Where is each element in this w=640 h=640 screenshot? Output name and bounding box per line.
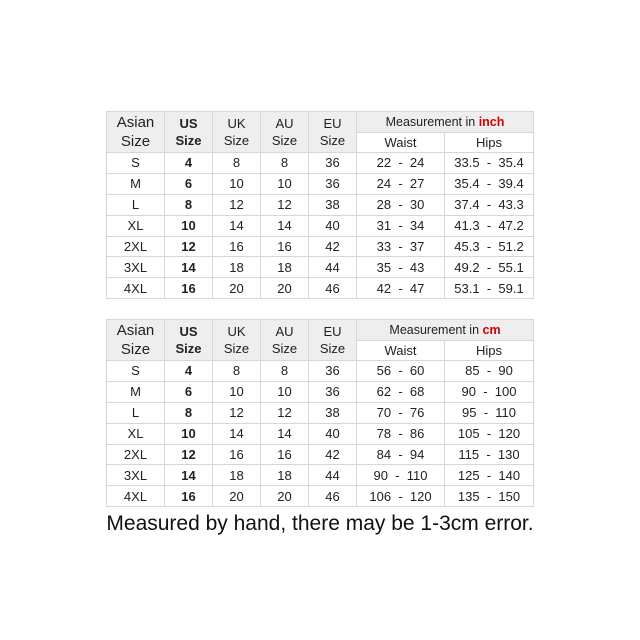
header-waist: Waist: [357, 133, 445, 153]
cell-asian-size: M: [107, 173, 165, 194]
header-hips: Hips: [445, 133, 534, 153]
cell-au-size: 18: [261, 465, 309, 486]
cell-hips: 135 - 150: [445, 486, 534, 507]
cell-us-size: 12: [165, 444, 213, 465]
header-eu-size: EU Size: [309, 320, 357, 361]
cell-us-size: 10: [165, 215, 213, 236]
cell-waist: 70 - 76: [357, 402, 445, 423]
cell-eu-size: 40: [309, 423, 357, 444]
cell-hips: 35.4 - 39.4: [445, 173, 534, 194]
measurement-header: Measurement in inch: [357, 112, 534, 133]
table-row: [107, 402, 534, 423]
cell-asian-size: S: [107, 153, 165, 174]
table-row: [107, 381, 534, 402]
cell-us-size: 8: [165, 402, 213, 423]
cell-asian-size: 4XL: [107, 278, 165, 299]
cell-uk-size: 12: [213, 194, 261, 215]
cell-uk-size: 14: [213, 215, 261, 236]
cell-au-size: 10: [261, 173, 309, 194]
header-us-size: US Size: [165, 112, 213, 153]
cell-uk-size: 12: [213, 402, 261, 423]
table-row: [107, 486, 534, 507]
cell-us-size: 6: [165, 381, 213, 402]
cell-waist: 33 - 37: [357, 236, 445, 257]
cell-uk-size: 16: [213, 236, 261, 257]
cell-au-size: 20: [261, 486, 309, 507]
cell-eu-size: 46: [309, 486, 357, 507]
cell-waist: 62 - 68: [357, 381, 445, 402]
table-row: [107, 236, 534, 257]
cell-eu-size: 44: [309, 465, 357, 486]
cell-waist: 56 - 60: [357, 361, 445, 382]
cell-eu-size: 36: [309, 173, 357, 194]
cell-uk-size: 20: [213, 278, 261, 299]
cell-asian-size: M: [107, 381, 165, 402]
cell-uk-size: 18: [213, 465, 261, 486]
cell-au-size: 18: [261, 257, 309, 278]
cell-waist: 42 - 47: [357, 278, 445, 299]
cell-hips: 53.1 - 59.1: [445, 278, 534, 299]
header-waist: Waist: [357, 341, 445, 361]
cell-hips: 90 - 100: [445, 381, 534, 402]
cell-eu-size: 36: [309, 381, 357, 402]
cell-hips: 33.5 - 35.4: [445, 153, 534, 174]
header-au-size: AU Size: [261, 320, 309, 361]
cell-us-size: 12: [165, 236, 213, 257]
table-row: [107, 215, 534, 236]
cell-asian-size: XL: [107, 215, 165, 236]
cell-us-size: 4: [165, 153, 213, 174]
cell-us-size: 6: [165, 173, 213, 194]
cell-eu-size: 42: [309, 236, 357, 257]
table-row: [107, 278, 534, 299]
cell-us-size: 16: [165, 278, 213, 299]
cell-uk-size: 8: [213, 361, 261, 382]
cell-hips: 49.2 - 55.1: [445, 257, 534, 278]
table-row: [107, 257, 534, 278]
cell-asian-size: 2XL: [107, 236, 165, 257]
cell-eu-size: 38: [309, 194, 357, 215]
header-au-size: AU Size: [261, 112, 309, 153]
cell-uk-size: 20: [213, 486, 261, 507]
cell-us-size: 8: [165, 194, 213, 215]
cell-asian-size: L: [107, 194, 165, 215]
table-row: [107, 444, 534, 465]
cell-waist: 35 - 43: [357, 257, 445, 278]
cell-asian-size: 3XL: [107, 257, 165, 278]
cell-au-size: 14: [261, 215, 309, 236]
header-hips: Hips: [445, 341, 534, 361]
cell-us-size: 14: [165, 257, 213, 278]
cell-uk-size: 14: [213, 423, 261, 444]
cell-au-size: 8: [261, 153, 309, 174]
header-asian-size: Asian Size: [107, 112, 165, 153]
cell-waist: 24 - 27: [357, 173, 445, 194]
cell-waist: 84 - 94: [357, 444, 445, 465]
cell-au-size: 20: [261, 278, 309, 299]
cell-hips: 105 - 120: [445, 423, 534, 444]
header-uk-size: UK Size: [213, 112, 261, 153]
cell-asian-size: S: [107, 361, 165, 382]
unit-label: inch: [478, 115, 505, 129]
cell-uk-size: 8: [213, 153, 261, 174]
cell-asian-size: 3XL: [107, 465, 165, 486]
header-eu-size: EU Size: [309, 112, 357, 153]
cell-uk-size: 16: [213, 444, 261, 465]
cell-hips: 37.4 - 43.3: [445, 194, 534, 215]
cell-hips: 41.3 - 47.2: [445, 215, 534, 236]
cell-waist: 31 - 34: [357, 215, 445, 236]
cell-eu-size: 42: [309, 444, 357, 465]
cell-au-size: 14: [261, 423, 309, 444]
table-row: [107, 173, 534, 194]
cell-waist: 106 - 120: [357, 486, 445, 507]
cell-asian-size: XL: [107, 423, 165, 444]
table-row: [107, 465, 534, 486]
cell-uk-size: 18: [213, 257, 261, 278]
cell-waist: 22 - 24: [357, 153, 445, 174]
cell-uk-size: 10: [213, 173, 261, 194]
cell-waist: 78 - 86: [357, 423, 445, 444]
cell-eu-size: 36: [309, 153, 357, 174]
cell-asian-size: 2XL: [107, 444, 165, 465]
inch-size-table: [106, 111, 534, 299]
cell-au-size: 16: [261, 236, 309, 257]
cell-us-size: 4: [165, 361, 213, 382]
header-asian-size: Asian Size: [107, 320, 165, 361]
cell-eu-size: 36: [309, 361, 357, 382]
cell-asian-size: L: [107, 402, 165, 423]
cell-au-size: 12: [261, 402, 309, 423]
table-row: [107, 194, 534, 215]
unit-label: cm: [482, 323, 501, 337]
cell-asian-size: 4XL: [107, 486, 165, 507]
cell-uk-size: 10: [213, 381, 261, 402]
table-row: [107, 423, 534, 444]
cell-hips: 125 - 140: [445, 465, 534, 486]
header-us-size: US Size: [165, 320, 213, 361]
cell-hips: 115 - 130: [445, 444, 534, 465]
cell-au-size: 8: [261, 361, 309, 382]
cell-eu-size: 46: [309, 278, 357, 299]
cell-au-size: 10: [261, 381, 309, 402]
header-uk-size: UK Size: [213, 320, 261, 361]
cell-hips: 95 - 110: [445, 402, 534, 423]
measurement-header: Measurement in cm: [357, 320, 534, 341]
cell-waist: 28 - 30: [357, 194, 445, 215]
cell-hips: 85 - 90: [445, 361, 534, 382]
cell-au-size: 12: [261, 194, 309, 215]
cell-waist: 90 - 110: [357, 465, 445, 486]
cell-eu-size: 40: [309, 215, 357, 236]
cell-au-size: 16: [261, 444, 309, 465]
cell-us-size: 14: [165, 465, 213, 486]
cm-size-table: [106, 319, 534, 507]
cell-us-size: 10: [165, 423, 213, 444]
measurement-note: Measured by hand, there may be 1-3cm error.: [106, 512, 534, 535]
table-row: [107, 361, 534, 382]
cell-eu-size: 38: [309, 402, 357, 423]
table-row: [107, 153, 534, 174]
cell-hips: 45.3 - 51.2: [445, 236, 534, 257]
cell-us-size: 16: [165, 486, 213, 507]
cell-eu-size: 44: [309, 257, 357, 278]
